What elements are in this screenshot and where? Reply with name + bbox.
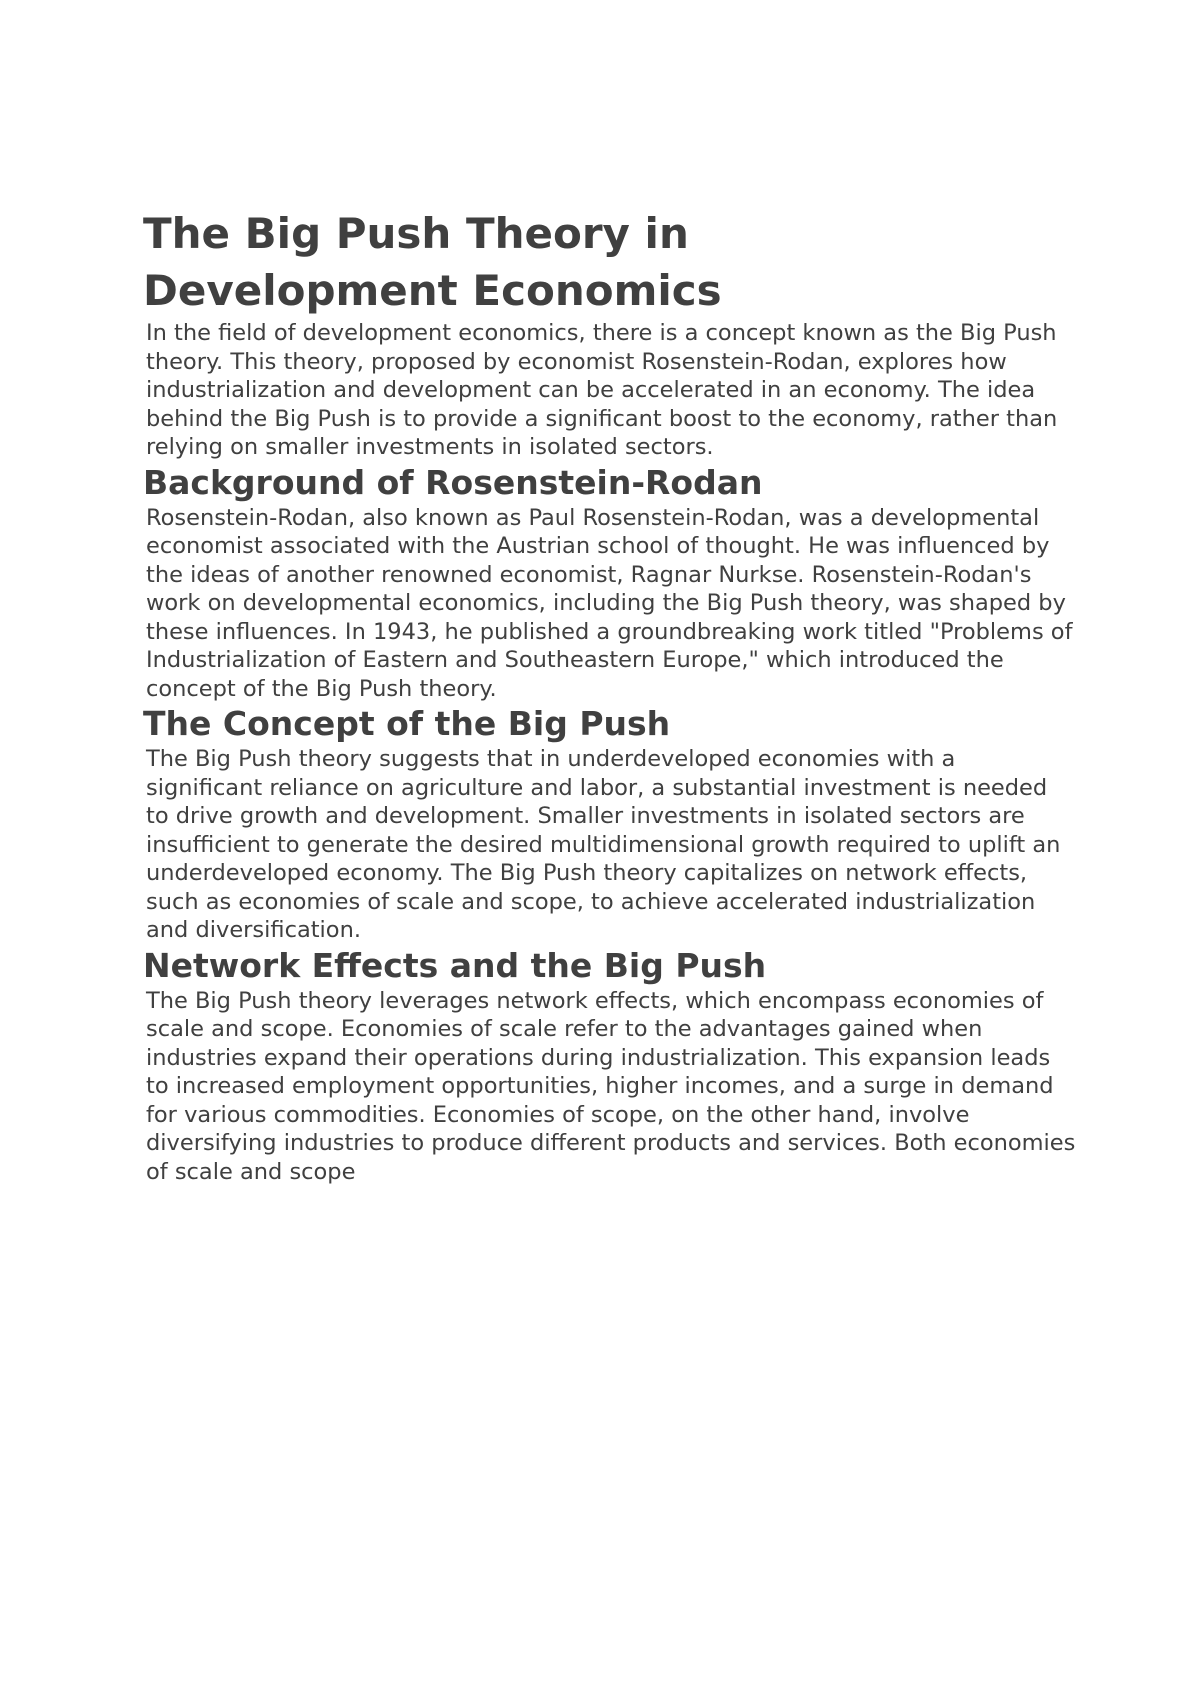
section-heading-background: Background of Rosenstein-Rodan [143,462,763,502]
intro-paragraph: In the field of development economics, there is a concept known as the Big Push theory. This theory, proposed by economist Rosenstein-Rodan, explores how industrialization and development can be accelerated in an economy. The idea behind the Big Push is to provide a significant boost to the economy, rather than relying on smaller investments in isolated sectors. [146,320,1058,460]
section-body-concept: The Big Push theory suggests that in underdeveloped economies with a significant reliance on agriculture and labor, a substantial investment is needed to drive growth and development. Smaller investments in isolated sectors are insufficient to generate the desired multidimensional growth required to uplift an underdeveloped economy. The Big Push theory capitalizes on network effects, such as economies of scale and scope, to achieve accelerated industrialization and diversification. [146,746,1061,943]
section-body-background: Rosenstein-Rodan, also known as Paul Rosenstein-Rodan, was a developmental economist associated with the Austrian school of thought. He was influenced by the ideas of another renowned economist, Ragnar Nurkse. Rosenstein-Rodan's work on developmental economics, including the Big Push theory, was shaped by these influences. In 1943, he published a groundbreaking work titled "Problems of Industrialization of Eastern and Southeastern Europe," which introduced the concept of the Big Push theory. [146,504,1073,702]
document-content [143,205,1076,1186]
section-heading-network-effects: Network Effects and the Big Push [143,945,767,985]
section-body-network-effects: The Big Push theory leverages network effects, which encompass economies of scale and scope. Economies of scale refer to the advantages gained when industries expand their operations during industrialization. This expansion leads to increased employment opportunities, higher incomes, and a surge in demand for various commodities. Economies of scope, on the other hand, involve diversifying industries to produce different products and services. Both economies of scale and scope [146,987,1076,1185]
section-heading-concept: The Concept of the Big Push [143,704,671,743]
document-title: The Big Push Theory in Development Economics [143,209,722,315]
